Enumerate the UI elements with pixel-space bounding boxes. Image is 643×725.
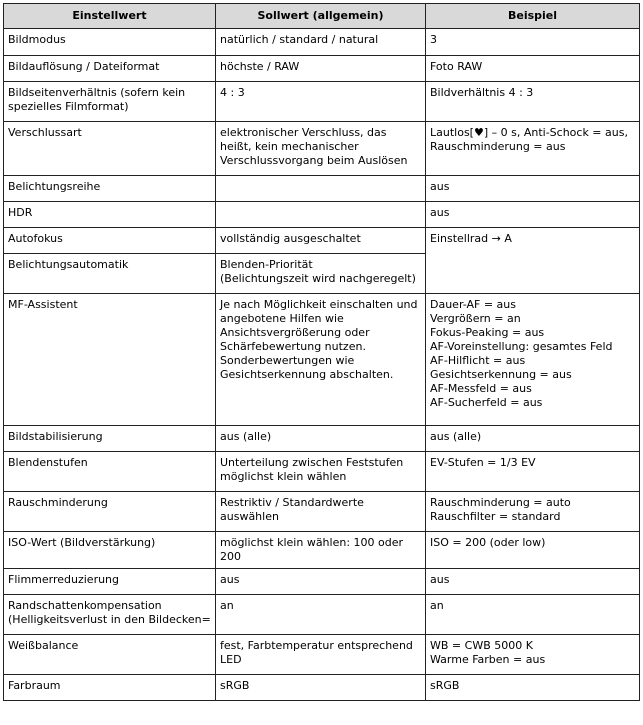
setting-cell: MF-Assistent	[4, 294, 216, 426]
target-cell: Restriktiv / Standardwerte auswählen	[216, 492, 426, 532]
setting-cell: ISO-Wert (Bildverstärkung)	[4, 532, 216, 569]
target-cell: Unterteilung zwischen Feststufen möglichst klein wählen	[216, 452, 426, 492]
setting-cell: Rauschminderung	[4, 492, 216, 532]
table-row	[4, 202, 640, 228]
example-cell: Lautlos[♥] – 0 s, Anti-Schock = aus, Rauschminderung = aus	[426, 122, 640, 176]
table-row	[4, 569, 640, 595]
header-example: Beispiel	[426, 4, 640, 29]
example-cell: aus	[426, 176, 640, 202]
example-cell: aus	[426, 569, 640, 595]
table-row	[4, 176, 640, 202]
setting-cell: Farbraum	[4, 675, 216, 701]
target-cell: Je nach Möglichkeit einschalten und angebotene Hilfen wie Ansichtsvergrößerung oder Schärfebewertung nutzen. Sonderbewertungen wie Gesichtserkennung abschalten.	[216, 294, 426, 426]
setting-cell: Belichtungsreihe	[4, 176, 216, 202]
target-cell: aus (alle)	[216, 426, 426, 452]
table-row	[4, 595, 640, 635]
table-row	[4, 56, 640, 82]
table-row	[4, 532, 640, 569]
setting-cell: Flimmerreduzierung	[4, 569, 216, 595]
example-cell: Foto RAW	[426, 56, 640, 82]
table-row	[4, 452, 640, 492]
settings-table	[3, 3, 640, 701]
target-cell: natürlich / standard / natural	[216, 29, 426, 56]
header-setting: Einstellwert	[4, 4, 216, 29]
target-cell: sRGB	[216, 675, 426, 701]
table-row	[4, 492, 640, 532]
target-cell: 4 : 3	[216, 82, 426, 122]
setting-cell: Bildmodus	[4, 29, 216, 56]
target-cell: Blenden-Priorität (Belichtungszeit wird nachgeregelt)	[216, 254, 426, 294]
header-target: Sollwert (allgemein)	[216, 4, 426, 29]
target-cell: aus	[216, 569, 426, 595]
example-cell: aus (alle)	[426, 426, 640, 452]
example-cell: 3	[426, 29, 640, 56]
settings-table-wrapper	[3, 3, 639, 701]
example-cell: an	[426, 595, 640, 635]
setting-cell: HDR	[4, 202, 216, 228]
target-cell: elektronischer Verschluss, das heißt, kein mechanischer Verschlussvorgang beim Auslösen	[216, 122, 426, 176]
example-cell: aus	[426, 202, 640, 228]
example-cell: EV-Stufen = 1/3 EV	[426, 452, 640, 492]
setting-cell: Randschattenkompensation (Helligkeitsverlust in den Bildecken=	[4, 595, 216, 635]
target-cell: fest, Farbtemperatur entsprechend LED	[216, 635, 426, 675]
example-cell: Bildverhältnis 4 : 3	[426, 82, 640, 122]
example-cell: Dauer-AF = aus Vergrößern = an Fokus-Peaking = aus AF-Voreinstellung: gesamtes Feld AF-Hilflicht = aus Gesichtserkennung = aus AF-Messfeld = aus AF-Sucherfeld = aus	[426, 294, 640, 426]
setting-cell: Bildseitenverhältnis (sofern kein spezielles Filmformat)	[4, 82, 216, 122]
table-row	[4, 294, 640, 426]
target-cell	[216, 176, 426, 202]
table-row	[4, 228, 640, 254]
setting-cell: Belichtungsautomatik	[4, 254, 216, 294]
table-row	[4, 635, 640, 675]
table-row	[4, 29, 640, 56]
setting-cell: Bildauflösung / Dateiformat	[4, 56, 216, 82]
target-cell: höchste / RAW	[216, 56, 426, 82]
setting-cell: Bildstabilisierung	[4, 426, 216, 452]
example-cell: WB = CWB 5000 K Warme Farben = aus	[426, 635, 640, 675]
target-cell: vollständig ausgeschaltet	[216, 228, 426, 254]
table-row	[4, 82, 640, 122]
setting-cell: Blendenstufen	[4, 452, 216, 492]
target-cell: an	[216, 595, 426, 635]
example-cell: sRGB	[426, 675, 640, 701]
table-row	[4, 122, 640, 176]
setting-cell: Verschlussart	[4, 122, 216, 176]
example-cell: ISO = 200 (oder low)	[426, 532, 640, 569]
example-cell: Rauschminderung = auto Rauschfilter = standard	[426, 492, 640, 532]
table-row	[4, 675, 640, 701]
example-cell: Einstellrad → A	[426, 228, 640, 294]
setting-cell: Autofokus	[4, 228, 216, 254]
header-row	[4, 4, 640, 29]
target-cell	[216, 202, 426, 228]
table-row	[4, 426, 640, 452]
setting-cell: Weißbalance	[4, 635, 216, 675]
target-cell: möglichst klein wählen: 100 oder 200	[216, 532, 426, 569]
